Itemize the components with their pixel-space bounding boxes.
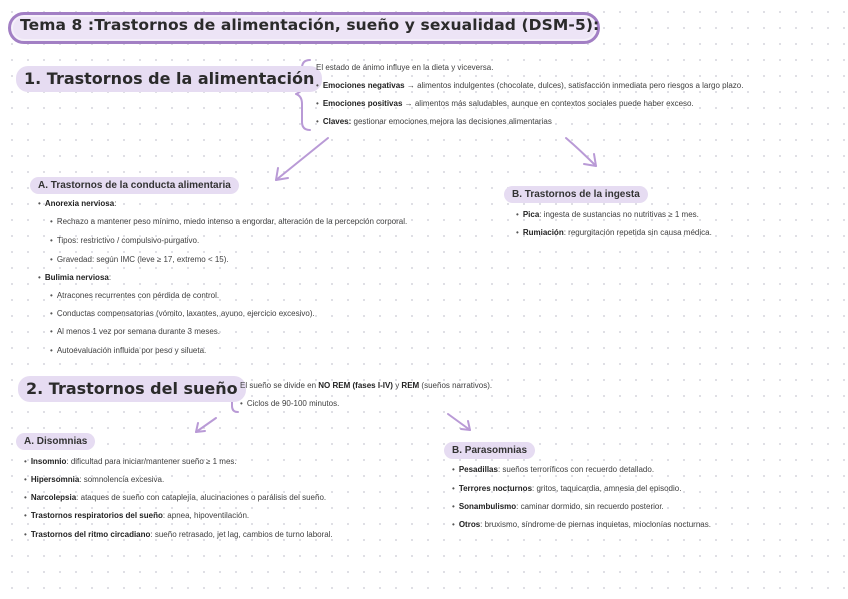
section2-cycles: • Ciclos de 90-100 minutos. bbox=[240, 398, 339, 409]
list-item: • Sonambulismo: caminar dormido, sin recuerdo posterior. bbox=[452, 501, 664, 512]
section1-heading: 1. Trastornos de la alimentación bbox=[16, 66, 322, 92]
list-item: • Trastornos del ritmo circadiano: sueño retrasado, jet lag, cambios de turno laboral. bbox=[24, 529, 333, 540]
list-item: • Terrores nocturnos: gritos, taquicardia, amnesia del episodio. bbox=[452, 483, 681, 494]
subA-heading: A. Trastornos de la conducta alimentaria bbox=[30, 177, 239, 194]
list-item: • Rumiación: regurgitación repetida sin causa médica. bbox=[516, 227, 712, 238]
bulimia-label: • Bulimia nerviosa: bbox=[38, 272, 111, 283]
list-item: • Gravedad: según IMC (leve ≥ 17, extremo < 15). bbox=[50, 254, 229, 265]
list-item: • Trastornos respiratorios del sueño: apnea, hipoventilación. bbox=[24, 510, 249, 521]
section1-intro: El estado de ánimo influye en la dieta y viceversa. bbox=[316, 63, 494, 72]
arrow-to-subA bbox=[276, 138, 328, 180]
list-item: • Al menos 1 vez por semana durante 3 meses. bbox=[50, 326, 220, 337]
list-item: • Atracones recurrentes con pérdida de control. bbox=[50, 290, 219, 301]
disomnias-heading: A. Disomnias bbox=[16, 433, 95, 450]
section1-point: • Emociones negativas → alimentos indulgentes (chocolate, dulces), satisfacción inmediata pero riesgos a largo plazo. bbox=[316, 80, 743, 91]
list-item: • Pica: ingesta de sustancias no nutritivas ≥ 1 mes. bbox=[516, 209, 699, 220]
subB-heading: B. Trastornos de la ingesta bbox=[504, 186, 648, 203]
page-title: Tema 8 :Trastornos de alimentación, sueño y sexualidad (DSM-5): bbox=[20, 16, 600, 34]
arrow-to-subB bbox=[566, 138, 596, 166]
section2-heading: 2. Trastornos del sueño bbox=[18, 376, 246, 402]
section1-point: • Claves: gestionar emociones mejora las decisiones alimentarias bbox=[316, 116, 552, 127]
arrow-to-parasomnias bbox=[448, 414, 470, 430]
list-item: • Rechazo a mantener peso mínimo, miedo intenso a engordar, alteración de la percepción corporal. bbox=[50, 216, 407, 227]
section1-point: • Emociones positivas → alimentos más saludables, aunque en contextos sociales puede haber exceso. bbox=[316, 98, 694, 109]
list-item: • Hipersomnia: somnolencia excesiva. bbox=[24, 474, 164, 485]
list-item: • Insomnio: dificultad para iniciar/mantener sueño ≥ 1 mes. bbox=[24, 456, 237, 467]
list-item: • Tipos: restrictivo / compulsivo-purgativo. bbox=[50, 235, 199, 246]
list-item: • Pesadillas: sueños terroríficos con recuerdo detallado. bbox=[452, 464, 654, 475]
list-item: • Otros: bruxismo, síndrome de piernas inquietas, mioclonías nocturnas. bbox=[452, 519, 711, 530]
arrow-to-disomnias bbox=[196, 418, 216, 432]
parasomnias-heading: B. Parasomnias bbox=[444, 442, 535, 459]
list-item: • Autoevaluación influida por peso y silueta. bbox=[50, 345, 206, 356]
list-item: • Conductas compensatorias (vómito, laxantes, ayuno, ejercicio excesivo). bbox=[50, 308, 315, 319]
anorexia-label: • Anorexia nerviosa: bbox=[38, 198, 116, 209]
list-item: • Narcolepsia: ataques de sueño con cataplejía, alucinaciones o parálisis del sueño. bbox=[24, 492, 326, 503]
section2-intro: El sueño se divide en NO REM (fases I-IV) y REM (sueños narrativos). bbox=[240, 381, 493, 390]
